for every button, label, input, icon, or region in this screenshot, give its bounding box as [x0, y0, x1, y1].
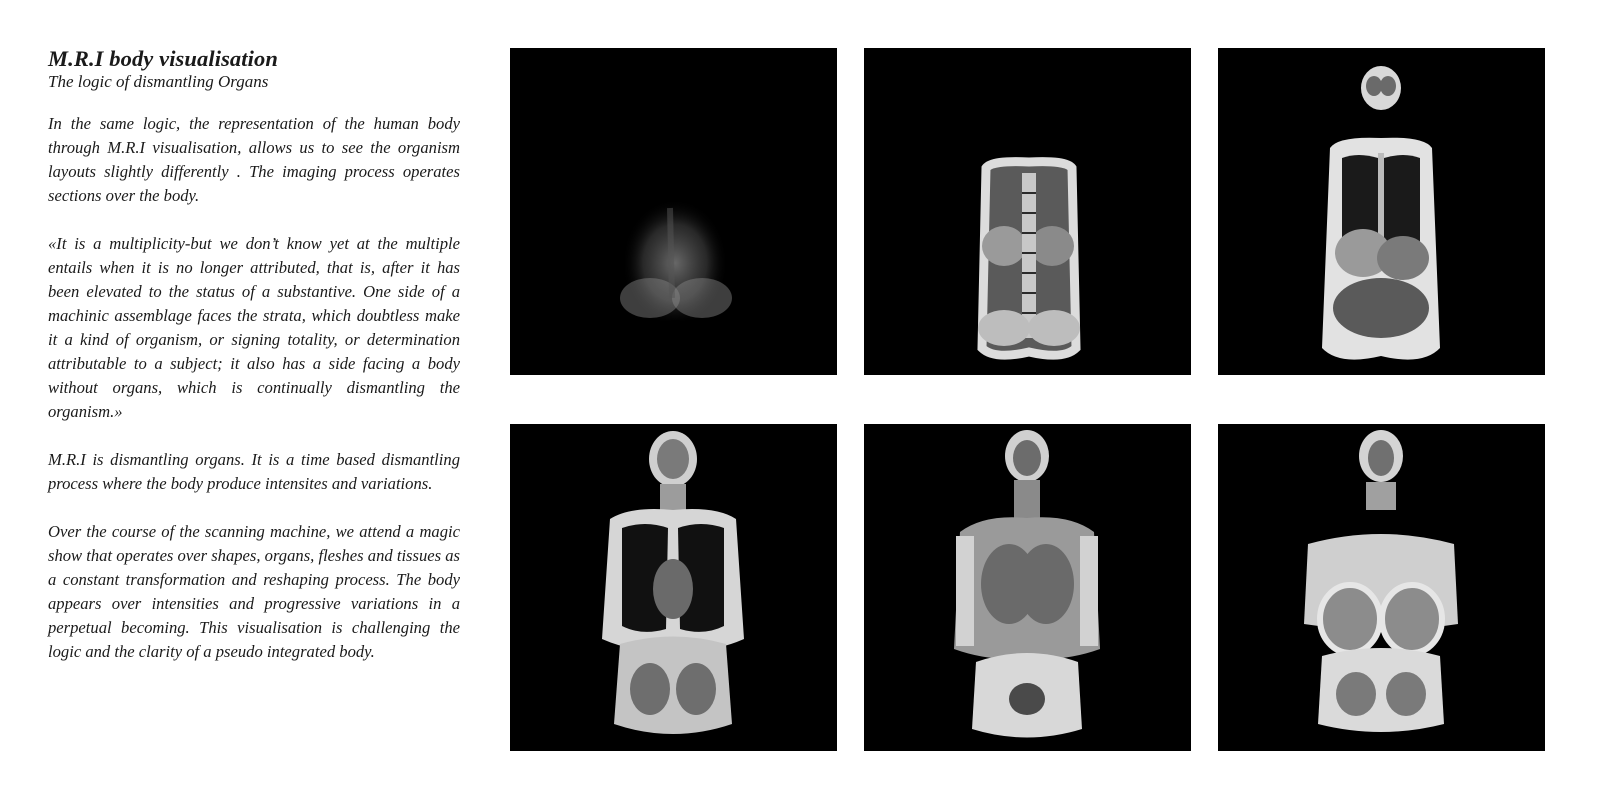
mri-scan-3-image: [1218, 48, 1545, 375]
mri-scan-2-image: [864, 48, 1191, 375]
mri-scan-4-image: [510, 424, 837, 751]
paragraph-magic-show: Over the course of the scanning machine, we attend a magic show that operates over shapes, organs, fleshes and tissues as a constant transformation and reshaping process. The body appears over intensities and progressive variations in a perpetual becoming. This visualisation is challenging the logic and the clarity of a pseudo integrated body.: [48, 522, 460, 661]
mri-scan-4: [510, 424, 837, 751]
article-column: [48, 46, 460, 688]
paragraph-quote: «It is a multiplicity-but we don’t know yet at the multiple entails when it is no longer attributed, that is, after it has been elevated to the status of a substantive. One side of a machinic assemblage faces the strata, which doubtless make it a kind of organism, or signing totality, or determination attributable to a subject; it also has a side facing a body without organs, which is continually dismantling the organism.»: [48, 234, 460, 421]
mri-scan-3: [1218, 48, 1545, 375]
mri-scan-1-image: [510, 48, 837, 375]
mri-scan-1: [510, 48, 837, 375]
page-title: M.R.I body visualisation: [48, 46, 278, 71]
paragraph-intro: In the same logic, the representation of the human body through M.R.I visualisation, allows us to see the organism layouts slightly differently . The imaging process operates sections over the body.: [48, 114, 460, 205]
mri-scan-6: [1218, 424, 1545, 751]
mri-scan-2: [864, 48, 1191, 375]
mri-scan-5: [864, 424, 1191, 751]
mri-scan-5-image: [864, 424, 1191, 751]
paragraph-dismantling: M.R.I is dismantling organs. It is a time based dismantling process where the body produce intensites and variations.: [48, 450, 460, 493]
mri-scan-6-image: [1218, 424, 1545, 751]
page-subtitle: The logic of dismantling Organs: [48, 72, 269, 91]
